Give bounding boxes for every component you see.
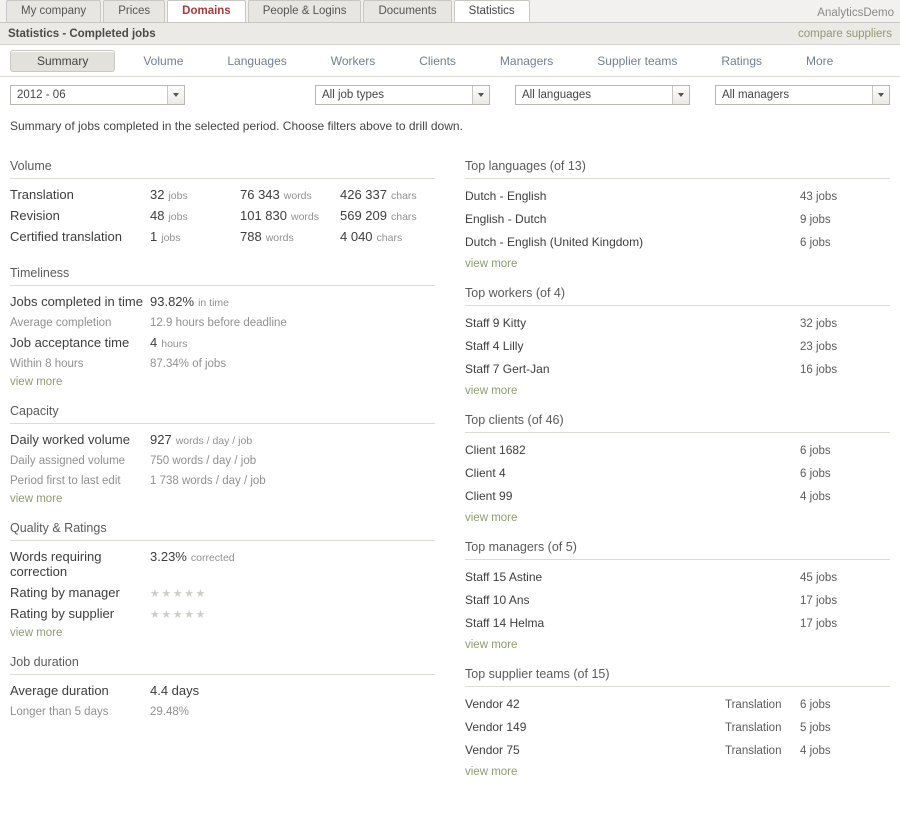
block-quality-title: Quality & Ratings bbox=[10, 521, 435, 541]
manager-jobs: 45 jobs bbox=[800, 572, 838, 584]
list-item[interactable] bbox=[465, 362, 890, 376]
volume-chars-value: 4 040 bbox=[340, 229, 373, 244]
compare-suppliers-link[interactable]: compare suppliers bbox=[798, 27, 892, 40]
row-label: Rating by supplier bbox=[10, 606, 115, 621]
top-managers-view-more-link[interactable]: view more bbox=[465, 639, 518, 651]
row-value: 4 bbox=[150, 335, 158, 350]
manager-name: Staff 10 Ans bbox=[465, 593, 530, 607]
list-item[interactable] bbox=[465, 189, 890, 203]
quality-view-more-link[interactable]: view more bbox=[10, 627, 63, 639]
top-supplier-teams-view-more-link[interactable]: view more bbox=[465, 766, 518, 778]
supplier-team-name: Vendor 75 bbox=[465, 743, 520, 757]
timeliness-row-job-acceptance-time bbox=[10, 335, 435, 350]
row-value: 927 bbox=[150, 432, 172, 447]
tab-documents[interactable]: Documents bbox=[363, 0, 451, 22]
supplier-team-name: Vendor 149 bbox=[465, 720, 527, 734]
block-job-duration bbox=[10, 655, 435, 718]
worker-name: Staff 9 Kitty bbox=[465, 316, 527, 330]
block-quality-and-ratings bbox=[10, 521, 435, 639]
timeliness-view-more-link[interactable]: view more bbox=[10, 376, 63, 388]
volume-chars-unit: chars bbox=[376, 232, 403, 244]
list-item[interactable] bbox=[465, 212, 890, 226]
row-label: Daily worked volume bbox=[10, 432, 130, 447]
volume-words-unit: words bbox=[283, 190, 312, 202]
statistics-section-nav bbox=[0, 45, 900, 77]
row-unit: in time bbox=[198, 297, 230, 309]
volume-chars-unit: chars bbox=[391, 211, 417, 223]
row-value: 3.23% bbox=[150, 549, 187, 564]
row-value: 87.34% of jobs bbox=[150, 358, 227, 370]
list-item[interactable] bbox=[465, 616, 890, 630]
volume-chars-unit: chars bbox=[391, 190, 417, 202]
volume-jobs-value: 32 bbox=[150, 187, 165, 202]
block-capacity-title: Capacity bbox=[10, 404, 435, 424]
timeliness-row-jobs-completed-in-time bbox=[10, 294, 435, 309]
client-jobs: 6 jobs bbox=[800, 445, 831, 457]
list-item[interactable] bbox=[465, 443, 890, 457]
brand-label: AnalyticsDemo bbox=[817, 7, 894, 19]
list-item[interactable] bbox=[465, 489, 890, 503]
block-volume bbox=[10, 159, 435, 264]
row-label: Job acceptance time bbox=[10, 335, 130, 350]
language-name: Dutch - English (United Kingdom) bbox=[465, 235, 644, 249]
volume-chars-value: 426 337 bbox=[340, 187, 387, 202]
job-types-select-value: All job types bbox=[322, 89, 385, 101]
duration-row-average-duration bbox=[10, 683, 435, 698]
nav-item-supplier-teams[interactable]: Supplier teams bbox=[597, 53, 678, 68]
chevron-down-icon[interactable] bbox=[672, 86, 689, 104]
volume-jobs-value: 1 bbox=[150, 229, 158, 244]
volume-jobs-unit: jobs bbox=[168, 211, 188, 223]
manager-jobs: 17 jobs bbox=[800, 618, 838, 630]
timeliness-row-within-8-hours bbox=[10, 356, 435, 370]
tab-domains[interactable]: Domains bbox=[167, 0, 246, 22]
nav-item-languages[interactable]: Languages bbox=[227, 53, 287, 68]
capacity-row-period-first-to-last-edit bbox=[10, 473, 435, 487]
nav-item-clients[interactable]: Clients bbox=[419, 53, 456, 68]
supplier-team-job-type: Translation bbox=[725, 722, 782, 734]
block-top-supplier-teams-title: Top supplier teams (of 15) bbox=[465, 667, 890, 687]
block-top-clients bbox=[465, 413, 890, 524]
volume-words-unit: words bbox=[291, 211, 320, 223]
managers-select[interactable] bbox=[715, 85, 890, 105]
tab-prices[interactable]: Prices bbox=[103, 0, 165, 22]
worker-jobs: 23 jobs bbox=[800, 341, 838, 353]
list-item[interactable] bbox=[465, 235, 890, 249]
row-label: Longer than 5 days bbox=[10, 706, 109, 718]
client-name: Client 1682 bbox=[465, 443, 526, 457]
main-tab-bar bbox=[0, 0, 900, 23]
client-jobs: 6 jobs bbox=[800, 468, 831, 480]
supplier-team-name: Vendor 42 bbox=[465, 697, 520, 711]
quality-row-words-requiring-correction bbox=[10, 549, 435, 579]
supplier-team-jobs: 6 jobs bbox=[800, 699, 831, 711]
period-select-value: 2012 - 06 bbox=[17, 89, 66, 101]
rating-stars-icon: ★★★★★ bbox=[150, 588, 207, 600]
worker-jobs: 16 jobs bbox=[800, 364, 838, 376]
row-label: Daily assigned volume bbox=[10, 455, 126, 467]
row-value: 1 738 words / day / job bbox=[150, 475, 266, 487]
row-label: Rating by manager bbox=[10, 585, 120, 600]
chevron-down-icon[interactable] bbox=[472, 86, 489, 104]
list-item[interactable] bbox=[465, 697, 890, 711]
tab-people-and-logins[interactable]: People & Logins bbox=[248, 0, 362, 22]
volume-words-value: 101 830 bbox=[240, 208, 287, 223]
volume-jobs-unit: jobs bbox=[168, 190, 188, 202]
nav-item-summary[interactable]: Summary bbox=[10, 50, 115, 72]
block-timeliness-title: Timeliness bbox=[10, 266, 435, 286]
top-clients-view-more-link[interactable]: view more bbox=[465, 512, 518, 524]
block-top-languages-title: Top languages (of 13) bbox=[465, 159, 890, 179]
summary-content bbox=[0, 133, 900, 794]
language-name: English - Dutch bbox=[465, 212, 547, 226]
block-job-duration-title: Job duration bbox=[10, 655, 435, 675]
supplier-team-jobs: 4 jobs bbox=[800, 745, 831, 757]
block-top-languages bbox=[465, 159, 890, 270]
list-item[interactable] bbox=[465, 570, 890, 584]
language-jobs: 43 jobs bbox=[800, 191, 838, 203]
block-top-workers bbox=[465, 286, 890, 397]
row-label: Within 8 hours bbox=[10, 358, 84, 370]
top-languages-view-more-link[interactable]: view more bbox=[465, 258, 518, 270]
volume-row-revision bbox=[10, 208, 435, 223]
capacity-row-daily-worked-volume bbox=[10, 432, 435, 447]
volume-row-certified-translation bbox=[10, 229, 435, 244]
block-volume-title: Volume bbox=[10, 159, 435, 179]
row-label: Average duration bbox=[10, 683, 109, 698]
page-subheader bbox=[0, 23, 900, 45]
chevron-down-icon[interactable] bbox=[167, 86, 184, 104]
client-name: Client 4 bbox=[465, 466, 506, 480]
manager-name: Staff 15 Astine bbox=[465, 570, 543, 584]
worker-name: Staff 7 Gert-Jan bbox=[465, 362, 550, 376]
supplier-team-job-type: Translation bbox=[725, 699, 782, 711]
block-top-workers-title: Top workers (of 4) bbox=[465, 286, 890, 306]
block-timeliness bbox=[10, 266, 435, 388]
timeliness-row-average-completion bbox=[10, 315, 435, 329]
row-value: 93.82% bbox=[150, 294, 195, 309]
volume-row-label: Revision bbox=[10, 208, 60, 223]
period-select[interactable] bbox=[10, 85, 185, 105]
volume-words-value: 788 bbox=[240, 229, 262, 244]
filter-bar bbox=[0, 77, 900, 113]
volume-words-unit: words bbox=[265, 232, 294, 244]
list-item[interactable] bbox=[465, 339, 890, 353]
manager-jobs: 17 jobs bbox=[800, 595, 838, 607]
row-value: 12.9 hours before deadline bbox=[150, 317, 287, 329]
tab-statistics[interactable]: Statistics bbox=[454, 0, 530, 22]
row-label: Words requiring correction bbox=[10, 549, 102, 579]
row-value: 29.48% bbox=[150, 706, 190, 718]
left-column bbox=[10, 159, 435, 794]
block-top-clients-title: Top clients (of 46) bbox=[465, 413, 890, 433]
rating-stars-icon: ★★★★★ bbox=[150, 609, 207, 621]
nav-item-ratings[interactable]: Ratings bbox=[721, 53, 763, 68]
capacity-row-daily-assigned-volume bbox=[10, 453, 435, 467]
capacity-view-more-link[interactable]: view more bbox=[10, 493, 63, 505]
job-types-select[interactable] bbox=[315, 85, 490, 105]
row-value: 750 words / day / job bbox=[150, 455, 257, 467]
language-name: Dutch - English bbox=[465, 189, 547, 203]
row-unit: words / day / job bbox=[175, 435, 253, 447]
languages-select-value: All languages bbox=[522, 89, 592, 101]
row-unit: hours bbox=[161, 338, 188, 350]
list-item[interactable] bbox=[465, 743, 890, 757]
summary-description: Summary of jobs completed in the selected period. Choose filters above to drill down. bbox=[10, 119, 463, 133]
client-jobs: 4 jobs bbox=[800, 491, 831, 503]
row-unit: corrected bbox=[190, 552, 235, 564]
page-title: Statistics - Completed jobs bbox=[8, 27, 156, 40]
list-item[interactable] bbox=[465, 316, 890, 330]
block-top-managers-title: Top managers (of 5) bbox=[465, 540, 890, 560]
duration-row-longer-than-5-days bbox=[10, 704, 435, 718]
right-column bbox=[465, 159, 890, 794]
block-top-supplier-teams bbox=[465, 667, 890, 778]
nav-item-volume[interactable]: Volume bbox=[143, 53, 184, 68]
volume-jobs-value: 48 bbox=[150, 208, 165, 223]
block-top-managers bbox=[465, 540, 890, 651]
volume-words-value: 76 343 bbox=[240, 187, 280, 202]
row-label: Average completion bbox=[10, 317, 112, 329]
list-item[interactable] bbox=[465, 593, 890, 607]
language-jobs: 9 jobs bbox=[800, 214, 831, 226]
supplier-team-jobs: 5 jobs bbox=[800, 722, 831, 734]
volume-row-label: Translation bbox=[10, 187, 74, 202]
volume-chars-value: 569 209 bbox=[340, 208, 387, 223]
top-workers-view-more-link[interactable]: view more bbox=[465, 385, 518, 397]
chevron-down-icon[interactable] bbox=[872, 86, 889, 104]
block-capacity bbox=[10, 404, 435, 505]
row-label: Jobs completed in time bbox=[10, 294, 143, 309]
tab-my-company[interactable]: My company bbox=[6, 0, 101, 22]
nav-item-managers[interactable]: Managers bbox=[499, 53, 554, 68]
language-jobs: 6 jobs bbox=[800, 237, 831, 249]
list-item[interactable] bbox=[465, 720, 890, 734]
manager-name: Staff 14 Helma bbox=[465, 616, 545, 630]
list-item[interactable] bbox=[465, 466, 890, 480]
worker-jobs: 32 jobs bbox=[800, 318, 838, 330]
worker-name: Staff 4 Lilly bbox=[465, 339, 524, 353]
volume-row-translation bbox=[10, 187, 435, 202]
quality-row-rating-by-manager bbox=[10, 585, 435, 600]
supplier-team-job-type: Translation bbox=[725, 745, 782, 757]
row-label: Period first to last edit bbox=[10, 475, 121, 487]
volume-jobs-unit: jobs bbox=[161, 232, 181, 244]
client-name: Client 99 bbox=[465, 489, 513, 503]
nav-item-more[interactable]: More bbox=[806, 53, 834, 68]
volume-row-label: Certified translation bbox=[10, 229, 122, 244]
nav-item-workers[interactable]: Workers bbox=[330, 53, 376, 68]
row-value: 4.4 days bbox=[150, 683, 200, 698]
quality-row-rating-by-supplier bbox=[10, 606, 435, 621]
languages-select[interactable] bbox=[515, 85, 690, 105]
managers-select-value: All managers bbox=[722, 89, 790, 101]
